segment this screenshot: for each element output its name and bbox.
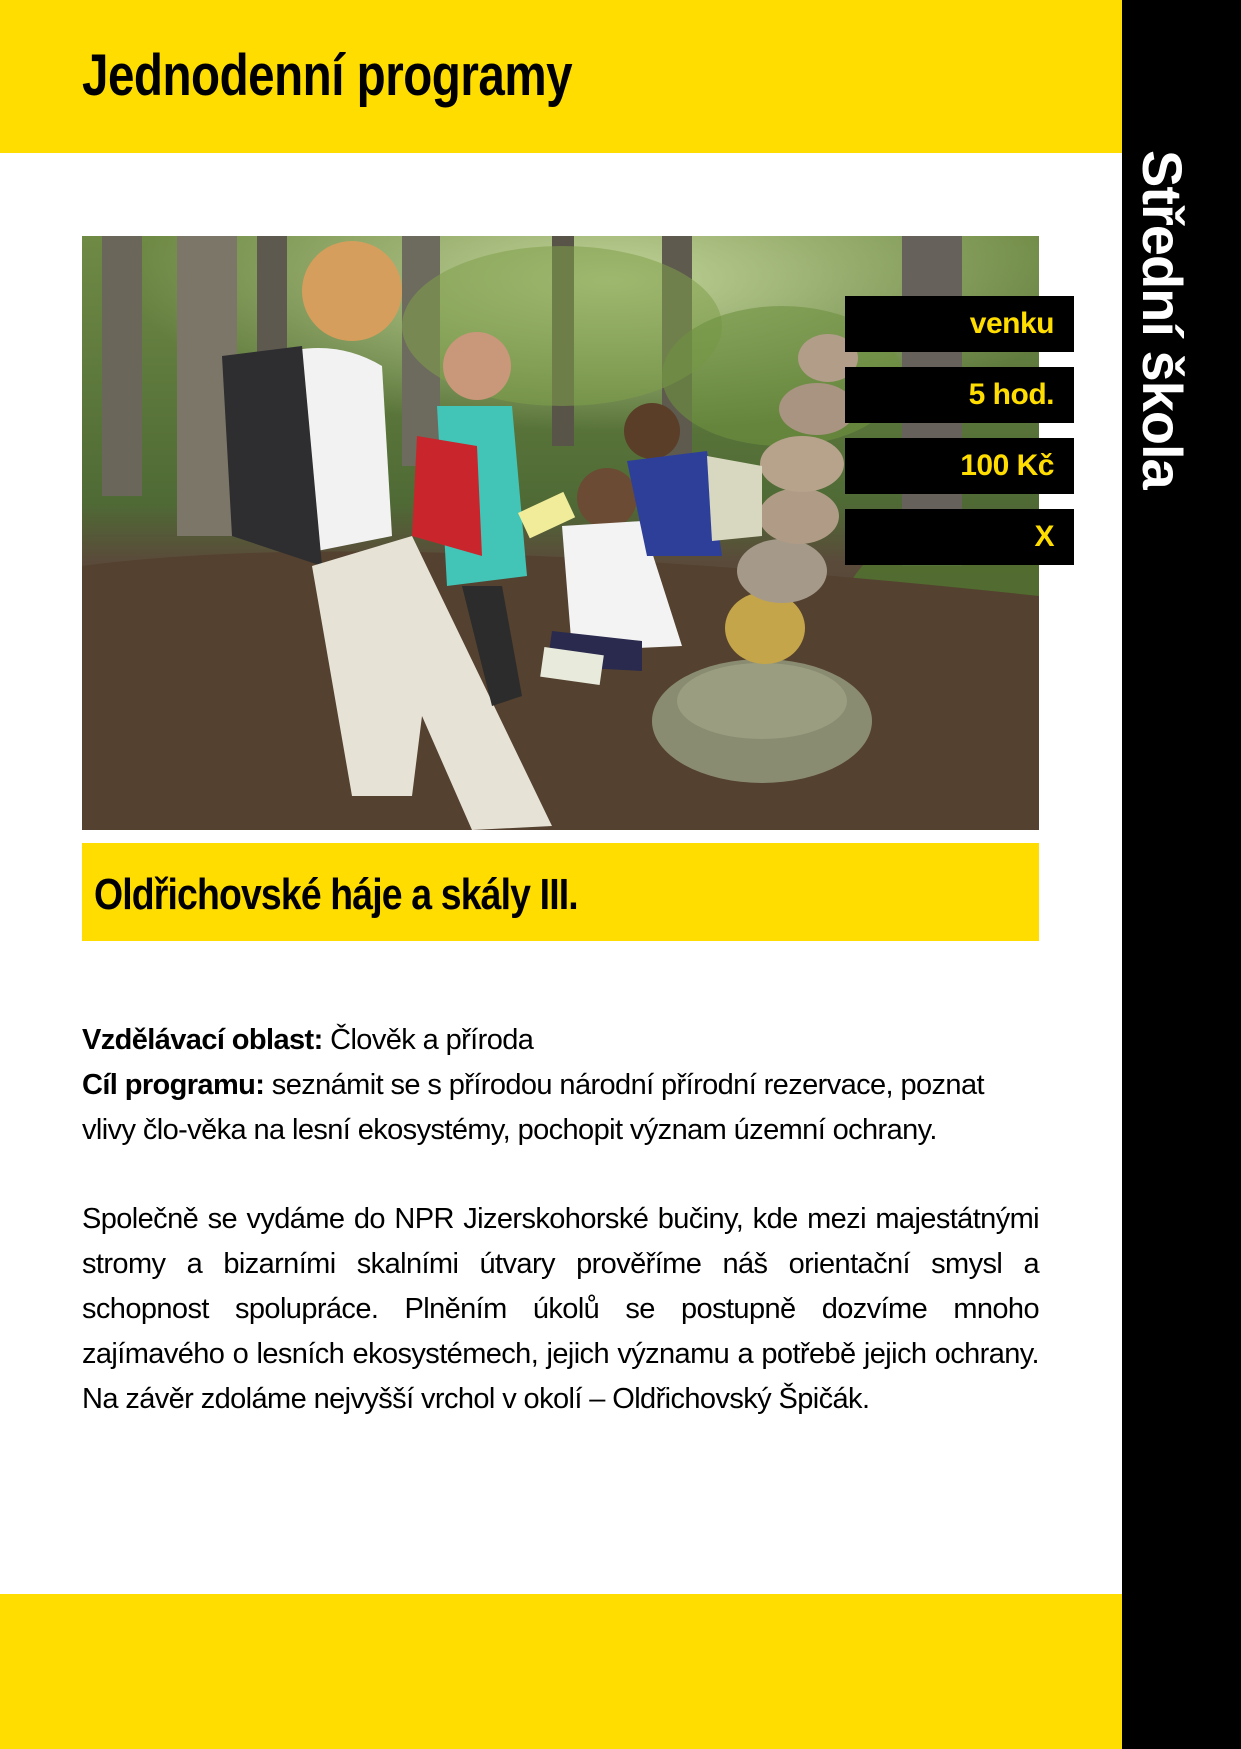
page-title: Jednodenní programy [82, 43, 573, 108]
goal-label: Cíl programu: [82, 1069, 265, 1101]
area-value: Člověk a příroda [330, 1024, 534, 1056]
footer-band [0, 1594, 1122, 1749]
program-info [82, 1018, 1039, 1153]
area-line [82, 1018, 1039, 1063]
goal-value: seznámit se s přírodou národní přírodní rezervace, poznat vlivy člo-věka na lesní ekosystémy, pochopit význam územní ochrany. [82, 1069, 984, 1146]
tag-price: 100 Kč [845, 438, 1074, 494]
tag-extra: X [845, 509, 1074, 565]
tag-duration: 5 hod. [845, 367, 1074, 423]
program-title: Oldřichovské háje a skály III. [94, 870, 578, 919]
goal-line [82, 1063, 1039, 1153]
sidebar-label: Střední škola [1131, 150, 1194, 489]
area-label: Vzdělávací oblast: [82, 1024, 323, 1056]
tag-location: venku [845, 296, 1074, 352]
program-description: Společně se vydáme do NPR Jizerskohorské bučiny, kde mezi majestátnými stromy a bizarními skalními útvary prověříme náš orientační smysl a schopnost spolupráce. Plněním úkolů se postupně dozvíme mnoho zajímavého o lesních ekosystémech, jejich významu a potřebě jejich ochrany. Na závěr zdoláme nejvyšší vrchol v okolí – Oldřichovský Špičák. [82, 1203, 1039, 1415]
